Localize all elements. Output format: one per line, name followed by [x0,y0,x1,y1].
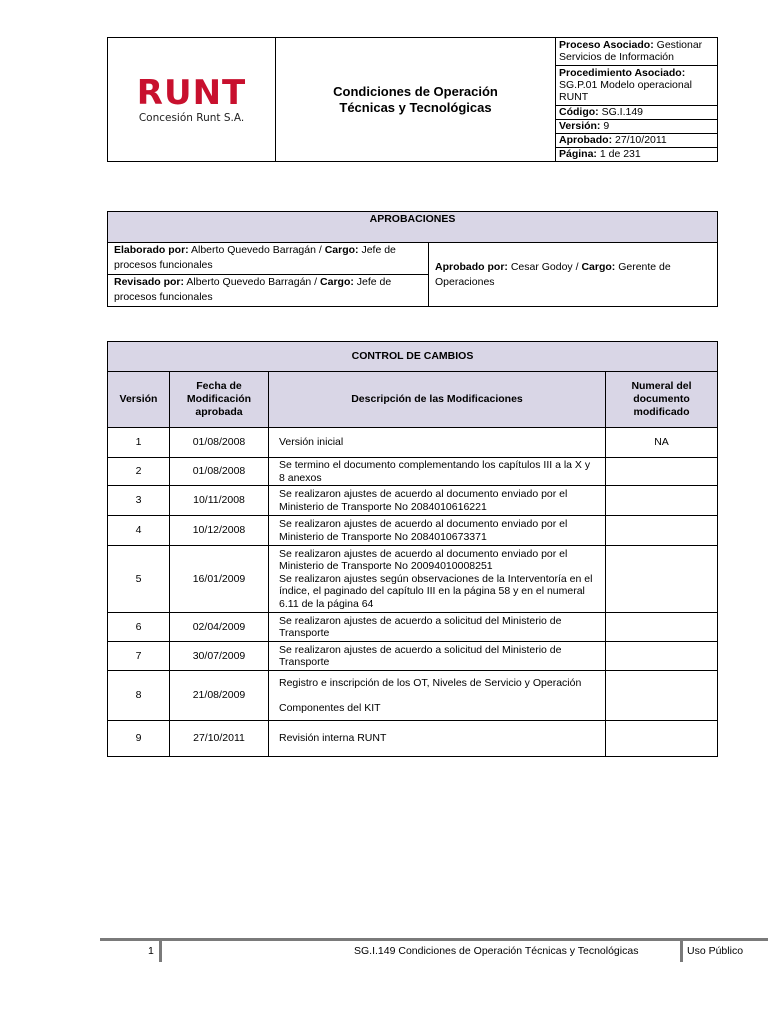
row-numeral [606,613,718,642]
elaborado-value: Alberto Quevedo Barragán / [188,244,325,256]
aprobado [556,134,718,148]
row-numeral [606,721,718,757]
pagina-value: 1 de 231 [596,148,641,160]
procedimiento-asociado [556,66,718,106]
table-row [108,486,718,516]
row-fecha: 01/08/2008 [170,458,269,486]
version-value: 9 [600,120,610,132]
footer-divider [159,940,162,962]
pagina-label: Página: [559,148,597,160]
page-footer [100,938,768,962]
aprobado-value: 27/10/2011 [612,134,667,146]
table-row [108,546,718,613]
table-row [108,642,718,671]
row-version: 3 [108,486,170,516]
row-fecha: 01/08/2008 [170,428,269,458]
table-row [108,721,718,757]
header-numeral: Numeral del documento modificado [606,372,718,428]
row-numeral [606,458,718,486]
row-descripcion [269,458,606,486]
row-fecha: 02/04/2009 [170,613,269,642]
proceso-label: Proceso Asociado: [559,39,654,51]
row-descripcion [269,671,606,721]
row-version: 6 [108,613,170,642]
aprobado-cell [429,243,718,307]
row-numeral [606,486,718,516]
table-row [108,428,718,458]
descripcion-text: Se realizaron ajustes de acuerdo a solicitud del Ministerio de Transporte [279,614,562,639]
document-header [107,37,718,162]
codigo-value: SG.I.149 [598,106,644,118]
header-fecha: Fecha de Modificación aprobada [170,372,269,428]
descripcion-text: Se realizaron ajustes de acuerdo al documento enviado por el Ministerio de Transporte No 2084010673371 [279,518,568,543]
row-numeral: NA [606,428,718,458]
change-control-table [107,341,718,757]
row-descripcion [269,516,606,546]
row-numeral [606,642,718,671]
header-version: Versión [108,372,170,428]
version [556,120,718,134]
row-version: 7 [108,642,170,671]
descripcion-text: Se realizaron ajustes de acuerdo al documento enviado por el Ministerio de Transporte No 20094010008251 [279,547,568,573]
footer-usage: Uso Público [687,945,744,957]
codigo [556,106,718,120]
aprobado-cargo-value: Gerente de Operaciones [435,260,671,288]
table-row [108,458,718,486]
row-numeral [606,516,718,546]
logo-text: RUNT [136,72,247,113]
row-descripcion [269,642,606,671]
pagina [556,148,718,162]
footer-page-number: 1 [148,945,154,957]
logo-subtitle: Concesión Runt S.A. [138,111,245,124]
descripcion-text: Se realizaron ajustes de acuerdo a solicitud del Ministerio de Transporte [279,643,562,668]
row-numeral [606,546,718,613]
descripcion-text: Se realizaron ajustes de acuerdo al documento enviado por el Ministerio de Transporte No 2084010616221 [279,488,568,513]
elaborado-cargo-label: Cargo: [324,244,359,256]
row-version: 9 [108,721,170,757]
aprobado-por-value: Cesar Godoy / [507,260,582,273]
title-line-1: Condiciones de Operación [333,83,498,99]
row-version: 4 [108,516,170,546]
revisado-cargo-value: Jefe de procesos funcionales [114,276,392,303]
logo-cell [108,38,276,162]
codigo-label: Código: [559,106,599,118]
descripcion-text: Se termino el documento complementando los capítulos III a la X y 8 anexos [279,459,591,484]
document-title [276,38,556,162]
row-descripcion [269,721,606,757]
table-row [108,671,718,721]
changes-title: CONTROL DE CAMBIOS [108,342,718,372]
row-fecha: 21/08/2009 [170,671,269,721]
aprobado-cargo-label: Cargo: [581,260,616,273]
row-descripcion [269,486,606,516]
revisado-cell [108,275,429,307]
change-rows [108,428,718,757]
descripcion-text: Se realizaron ajustes según observaciones de la Interventoría en el índice, el paginado del capítulo III en la página 58 y en el numeral 6.11 de la página 64 [279,572,593,610]
proceso-asociado [556,38,718,66]
elaborado-cargo-value: Jefe de procesos funcionales [114,244,396,271]
table-row [108,516,718,546]
approvals-title: APROBACIONES [108,212,718,243]
row-fecha: 16/01/2009 [170,546,269,613]
row-fecha: 10/11/2008 [170,486,269,516]
row-version: 1 [108,428,170,458]
descripcion-text: Versión inicial [279,436,344,449]
row-numeral [606,671,718,721]
aprobado-por-label: Aprobado por: [435,260,508,273]
procedimiento-label: Procedimiento Asociado: [559,67,686,79]
row-descripcion [269,428,606,458]
row-fecha: 30/07/2009 [170,642,269,671]
aprobado-label: Aprobado: [559,134,613,146]
footer-divider [680,940,683,962]
descripcion-text: Registro e inscripción de los OT, Niveles de Servicio y Operación [279,677,582,689]
approvals-table [107,211,718,307]
revisado-label: Revisado por: [114,276,185,288]
title-line-2: Técnicas y Tecnológicas [339,99,492,115]
row-fecha: 27/10/2011 [170,721,269,757]
proceso-value: Gestionar Servicios de Información [559,39,703,63]
table-row [108,613,718,642]
row-descripcion [269,546,606,613]
row-version: 2 [108,458,170,486]
descripcion-text: Componentes del KIT [279,701,381,714]
procedimiento-value: SG.P.01 Modelo operacional RUNT [559,79,692,103]
row-fecha: 10/12/2008 [170,516,269,546]
elaborado-label: Elaborado por: [114,244,189,256]
descripcion-text: Revisión interna RUNT [279,732,387,745]
version-label: Versión: [559,120,601,132]
revisado-cargo-label: Cargo: [320,276,354,288]
elaborado-cell [108,243,429,275]
row-version: 8 [108,671,170,721]
revisado-value: Alberto Quevedo Barragán / [184,276,321,288]
row-descripcion [269,613,606,642]
header-descripcion: Descripción de las Modificaciones [269,372,606,428]
row-version: 5 [108,546,170,613]
footer-document: SG.I.149 Condiciones de Operación Técnicas y Tecnológicas [354,945,639,957]
runt-logo [136,72,247,124]
